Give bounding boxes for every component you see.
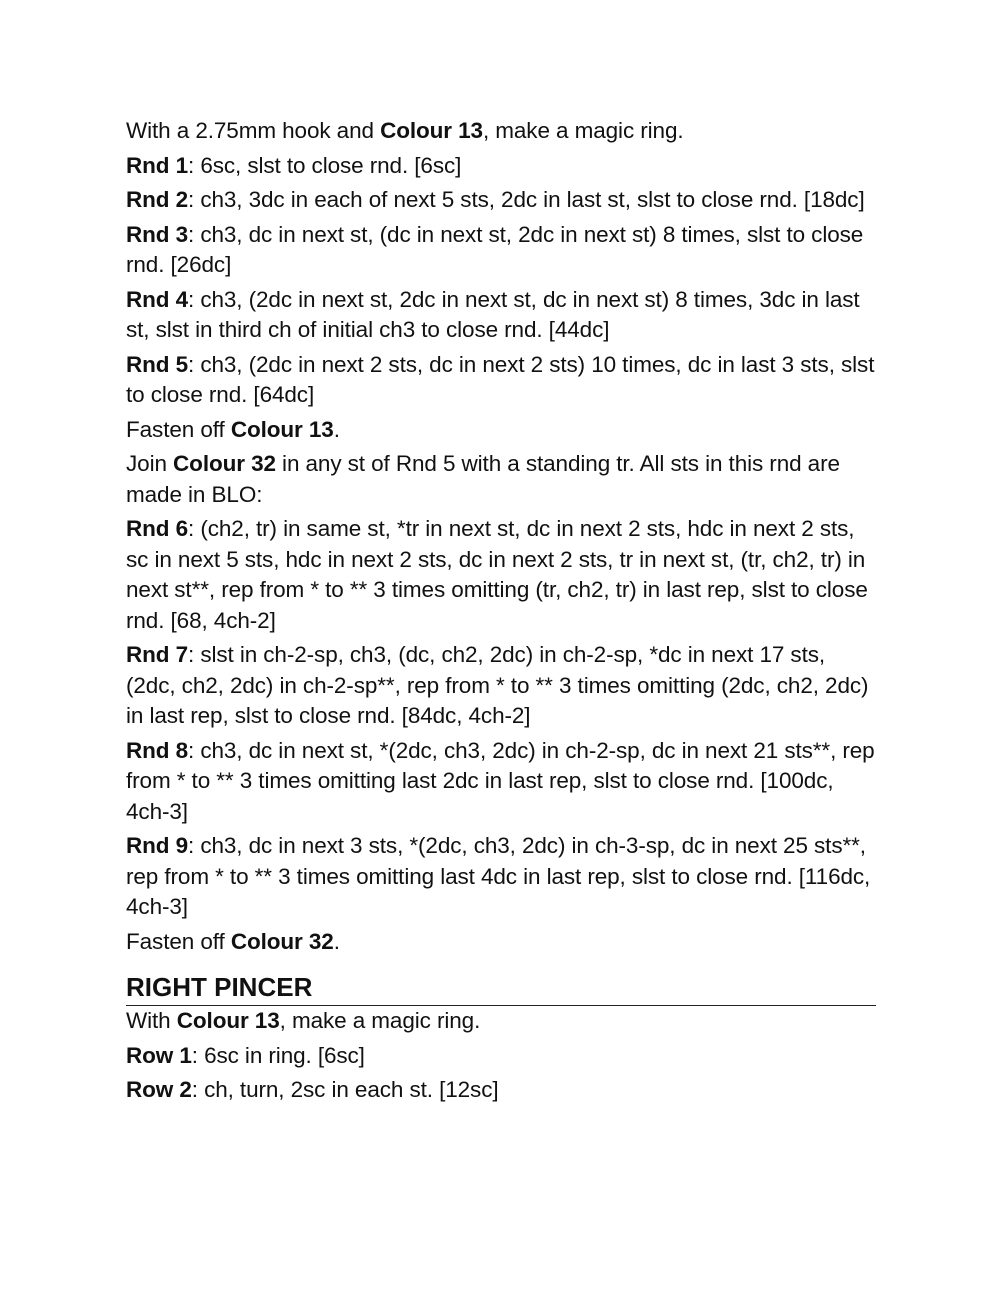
instruction-paragraph bbox=[126, 514, 876, 636]
bold-text: Row 2 bbox=[126, 1077, 192, 1102]
text-run: : 6sc, slst to close rnd. [6sc] bbox=[188, 152, 462, 178]
text-run: : ch3, 3dc in each of next 5 sts, 2dc in last st, slst to close rnd. [18dc] bbox=[188, 187, 865, 212]
text-run: : ch3, dc in next st, *(2dc, ch3, 2dc) in ch-2-sp, dc in next 21 sts**, rep from * to ** 3 times omitting last 2dc in last rep, slst to close rnd. [100dc, 4ch-3] bbox=[126, 737, 875, 824]
section-title: RIGHT PINCER bbox=[126, 971, 876, 1006]
instruction-paragraph bbox=[126, 736, 876, 828]
bold-text: Rnd 6 bbox=[126, 516, 189, 541]
bold-text: Colour 32 bbox=[173, 451, 276, 476]
text-run: . bbox=[333, 416, 340, 442]
bold-text: Colour 13 bbox=[380, 118, 483, 143]
bold-text: Rnd 4 bbox=[126, 286, 189, 312]
bold-text: Row 1 bbox=[126, 1042, 192, 1068]
instruction-paragraph bbox=[126, 220, 876, 281]
instruction-paragraph bbox=[126, 1041, 876, 1072]
bold-text: Rnd 9 bbox=[126, 833, 189, 858]
bold-text: Rnd 7 bbox=[126, 642, 189, 667]
text-run: With bbox=[126, 1008, 177, 1033]
bold-text: Colour 32 bbox=[230, 928, 334, 954]
bold-text: Rnd 5 bbox=[126, 351, 189, 377]
text-run: in any st of Rnd 5 with a standing tr. All sts in this rnd are made in BLO: bbox=[126, 451, 840, 507]
text-run: : ch3, dc in next st, (dc in next st, 2dc in next st) 8 times, slst to close rnd. [26dc] bbox=[126, 221, 864, 277]
instruction-paragraph bbox=[126, 415, 876, 446]
text-run: : ch3, (2dc in next st, 2dc in next st, dc in next st) 8 times, 3dc in last st, slst in third ch of initial ch3 to close rnd. [44dc] bbox=[126, 286, 860, 342]
bold-text: Colour 13 bbox=[230, 416, 334, 442]
text-run: : ch3, dc in next 3 sts, *(2dc, ch3, 2dc) in ch-3-sp, dc in next 25 sts**, rep from * to ** 3 times omitting last 4dc in last rep, slst to close rnd. [116dc, 4ch-3] bbox=[126, 833, 871, 919]
bold-text: Rnd 1 bbox=[126, 152, 189, 178]
instruction-paragraph bbox=[126, 116, 876, 147]
bold-text: Rnd 8 bbox=[126, 737, 189, 763]
bold-text: Colour 13 bbox=[176, 1008, 280, 1033]
pattern-body bbox=[126, 116, 876, 957]
text-run: Fasten off bbox=[126, 928, 231, 954]
text-run: : ch, turn, 2sc in each st. [12sc] bbox=[191, 1077, 499, 1102]
text-run: : (ch2, tr) in same st, *tr in next st, dc in next 2 sts, hdc in next 2 sts, sc in next 5 sts, hdc in next 2 sts, dc in next 2 sts, tr in next st, (tr, ch2, tr) in next st**, rep from * to ** 3 times omitting (tr, ch2, tr) in last rep, slst to close rnd. [68, 4ch-2] bbox=[126, 516, 868, 633]
instruction-paragraph bbox=[126, 640, 876, 732]
text-run: , make a magic ring. bbox=[279, 1008, 481, 1033]
text-run: : ch3, (2dc in next 2 sts, dc in next 2 sts) 10 times, dc in last 3 sts, slst to close rnd. [64dc] bbox=[126, 351, 875, 407]
instruction-paragraph bbox=[126, 1006, 876, 1037]
bold-text: Rnd 2 bbox=[126, 187, 189, 212]
document-page bbox=[126, 116, 876, 1110]
instruction-paragraph bbox=[126, 185, 876, 216]
section-body bbox=[126, 1006, 876, 1106]
instruction-paragraph bbox=[126, 285, 876, 346]
text-run: : 6sc in ring. [6sc] bbox=[191, 1042, 365, 1068]
instruction-paragraph bbox=[126, 1075, 876, 1106]
text-run: With a 2.75mm hook and bbox=[126, 118, 381, 143]
text-run: Fasten off bbox=[126, 416, 231, 442]
instruction-paragraph bbox=[126, 831, 876, 923]
bold-text: Rnd 3 bbox=[126, 221, 189, 247]
text-run: : slst in ch-2-sp, ch3, (dc, ch2, 2dc) in ch-2-sp, *dc in next 17 sts, (2dc, ch2, 2dc) in ch-2-sp**, rep from * to ** 3 times omitting (2dc, ch2, 2dc) in last rep, slst to close rnd. [84dc, 4ch-2] bbox=[126, 642, 869, 728]
instruction-paragraph bbox=[126, 151, 876, 182]
instruction-paragraph bbox=[126, 350, 876, 411]
text-run: , make a magic ring. bbox=[482, 118, 684, 143]
instruction-paragraph bbox=[126, 927, 876, 958]
text-run: Join bbox=[126, 451, 174, 476]
text-run: . bbox=[333, 928, 340, 954]
instruction-paragraph bbox=[126, 449, 876, 510]
